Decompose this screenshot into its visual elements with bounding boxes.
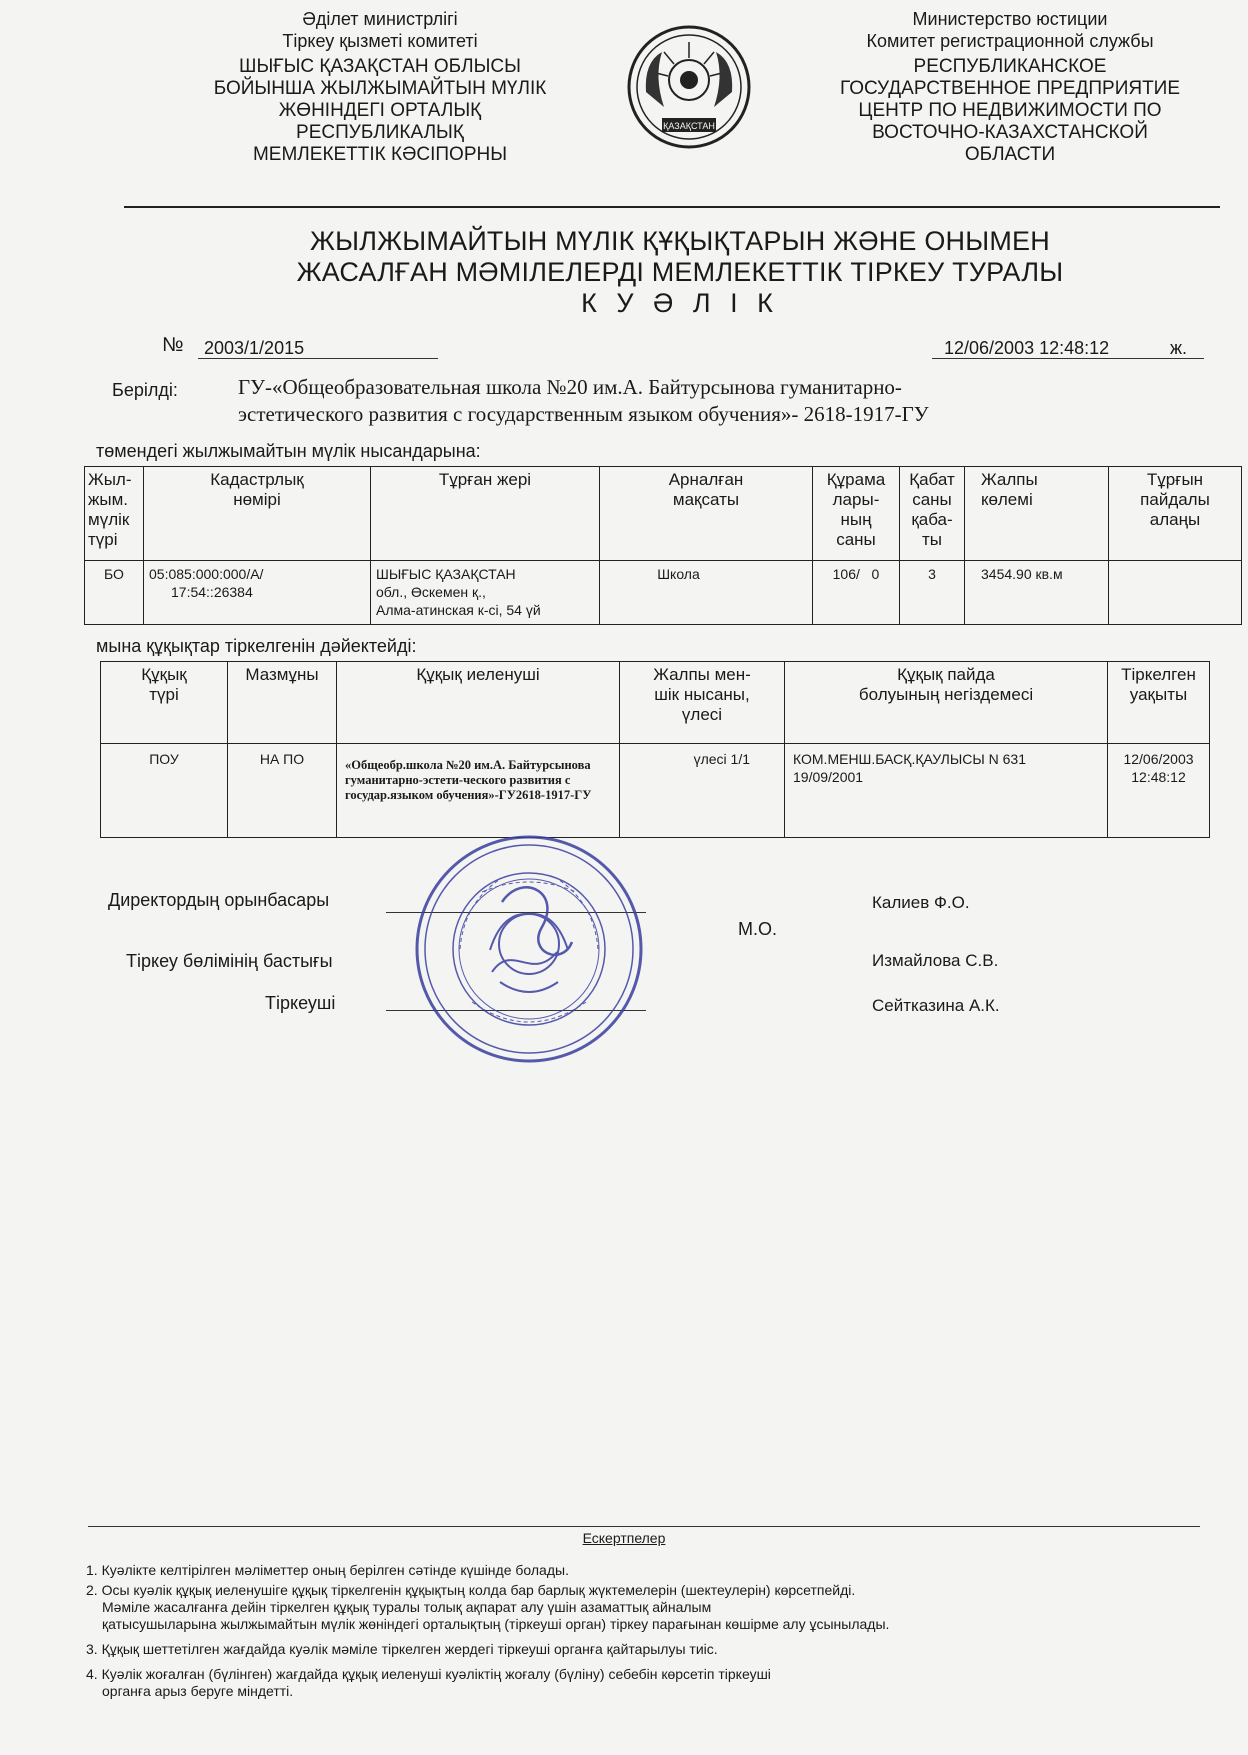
org-ru-3: ЦЕНТР ПО НЕДВИЖИМОСТИ ПО bbox=[858, 100, 1162, 121]
state-emblem bbox=[624, 22, 754, 152]
ministry-kz: Әділет министрлігі bbox=[302, 9, 458, 29]
note-4a: 4. Куәлік жоғалған (бүлінген) жағдайда құқық иеленуші куәліктің жоғалу (бүліну) себебін көрсетіп тіркеуші bbox=[86, 1666, 771, 1682]
issued-to-line-1: ГУ-«Общеобразовательная школа №20 им.А. Байтурсынова гуманитарно- bbox=[238, 375, 902, 399]
rights-row bbox=[101, 744, 1210, 838]
rights-table bbox=[100, 661, 1210, 838]
col-share: Жалпы мен- шік нысаны, үлесі bbox=[620, 662, 785, 744]
notes-divider bbox=[88, 1526, 1200, 1527]
notes-title: Ескертпелер bbox=[582, 1530, 666, 1546]
rights-caption: мына құқықтар тіркелгенін дәйектейді: bbox=[96, 636, 417, 656]
right-holder: «Общеобр.школа №20 им.А. Байтурсынова гуманитарно-эстети-ческого развития с государ.языком обучения»-ГУ2618-1917-ГУ bbox=[337, 744, 620, 838]
ministry-ru: Министерство юстиции bbox=[912, 9, 1108, 29]
cert-datetime: 12/06/2003 12:48:12 bbox=[944, 338, 1110, 358]
col-right-type: Құқық түрі bbox=[101, 662, 228, 744]
col-components: Құрама лары- ның саны bbox=[813, 467, 900, 561]
cert-number: 2003/1/2015 bbox=[204, 338, 305, 358]
col-total-area: Жалпы көлемі bbox=[965, 467, 1109, 561]
basis-line-2: 19/09/2001 bbox=[793, 769, 864, 785]
objects-header-row bbox=[85, 467, 1242, 561]
note-3: 3. Құқық шеттетілген жағдайда куәлік мәміле тіркелген жердегі тіркеуші органға қайтарылуы тиіс. bbox=[86, 1641, 718, 1657]
seal-place-label: М.О. bbox=[738, 919, 777, 939]
title-line-1: ЖЫЛЖЫМАЙТЫН МҮЛІК ҚҰҚЫҚТАРЫН ЖӘНЕ ОНЫМЕН bbox=[310, 226, 1050, 256]
notes-list bbox=[86, 1562, 1196, 1700]
header-right bbox=[810, 9, 1210, 166]
note-2c: қатысушыларына жылжымайтын мүлік жөніндегі орталықтың (тіркеуші орган) тіркеу парағынан көшірме алу ұсынылады. bbox=[102, 1616, 890, 1632]
object-components: 106/ 0 bbox=[813, 561, 900, 625]
org-ru-1: РЕСПУБЛИКАНСКОЕ bbox=[913, 56, 1107, 77]
col-purpose: Арналған мақсаты bbox=[600, 467, 813, 561]
org-ru-4: ВОСТОЧНО-КАЗАХСТАНСКОЙ bbox=[872, 122, 1148, 143]
deputy-name: Калиев Ф.О. bbox=[872, 893, 970, 912]
object-location bbox=[371, 561, 600, 625]
cadastral-number bbox=[144, 561, 371, 625]
right-basis bbox=[785, 744, 1108, 838]
col-floors: Қабат саны қаба- ты bbox=[900, 467, 965, 561]
col-content: Мазмұны bbox=[228, 662, 337, 744]
stamp-icon bbox=[412, 832, 646, 1066]
org-kz-1: ШЫҒЫС ҚАЗАҚСТАН ОБЛЫСЫ bbox=[239, 56, 521, 77]
object-floors: 3 bbox=[900, 561, 965, 625]
cadastral-part-1: 05:085:000:000/А/ bbox=[149, 566, 264, 582]
datetime-suffix: ж. bbox=[1170, 338, 1188, 358]
reg-date: 12/06/2003 bbox=[1123, 751, 1194, 767]
col-object-type: Жыл- жым. мүлік түрі bbox=[85, 467, 144, 561]
org-kz-5: МЕМЛЕКЕТТІК КӘСІПОРНЫ bbox=[252, 144, 508, 165]
org-ru-2: ГОСУДАРСТВЕННОЕ ПРЕДПРИЯТИЕ bbox=[839, 78, 1181, 99]
emblem-icon bbox=[624, 22, 754, 152]
basis-line-1: КОМ.МЕНШ.БАСҚ.ҚАУЛЫСЫ N 631 bbox=[793, 751, 1026, 767]
committee-kz: Тіркеу қызметі комитеті bbox=[282, 31, 478, 51]
location-line-3: Алма-атинская к-сі, 54 үй bbox=[376, 602, 541, 618]
col-cadastral: Кадастрлық нөмірі bbox=[144, 467, 371, 561]
title-line-2: ЖАСАЛҒАН МӘМІЛЕЛЕРДІ МЕМЛЕКЕТТІК ТІРКЕУ ТУРАЛЫ bbox=[296, 257, 1064, 287]
cadastral-part-2: 17:54::26384 bbox=[171, 584, 253, 600]
col-reg-time: Тіркелген уақыты bbox=[1108, 662, 1210, 744]
right-share: үлесі 1/1 bbox=[620, 744, 785, 838]
registrar-name: Сейтказина А.К. bbox=[872, 996, 1000, 1015]
col-basis: Құқық пайда болуының негіздемесі bbox=[785, 662, 1108, 744]
col-location: Тұрған жері bbox=[371, 467, 600, 561]
reg-time: 12:48:12 bbox=[1131, 769, 1186, 785]
col-living-area: Тұрғын пайдалы алаңы bbox=[1109, 467, 1242, 561]
org-ru-5: ОБЛАСТИ bbox=[964, 144, 1056, 165]
right-content: НА ПО bbox=[228, 744, 337, 838]
official-stamp bbox=[412, 832, 646, 1066]
col-holder: Құқық иеленуші bbox=[337, 662, 620, 744]
number-label: № bbox=[162, 334, 184, 356]
head-name: Измайлова С.В. bbox=[872, 951, 999, 970]
object-living-area bbox=[1109, 561, 1242, 625]
note-2b: Мәміле жасалғанға дейін тіркелген құқық туралы толық ақпарат алу үшін азаматтық айналым bbox=[102, 1599, 712, 1615]
object-purpose: Школа bbox=[600, 561, 813, 625]
note-1: 1. Куәлікте келтірілген мәліметтер оның берілген сәтінде күшінде болады. bbox=[86, 1562, 569, 1578]
note-2a: 2. Осы куәлік құқық иеленушіге құқық тіркелгенін құқықтың колда бар барлық жүктемелерін (шектеулерін) көрсетпейді. bbox=[86, 1582, 856, 1598]
issued-label: Берілді: bbox=[112, 380, 178, 400]
registrar-label: Тіркеуші bbox=[265, 993, 336, 1013]
org-kz-2: БОЙЫНША ЖЫЛЖЫМАЙТЫН МҮЛІК bbox=[213, 78, 547, 99]
registration-time bbox=[1108, 744, 1210, 838]
rights-header-row bbox=[101, 662, 1210, 744]
org-kz-3: ЖӨНІНДЕГІ ОРТАЛЫҚ bbox=[278, 100, 482, 121]
committee-ru: Комитет регистрационной службы bbox=[866, 31, 1154, 51]
objects-caption: төмендегі жылжымайтын мүлік нысандарына: bbox=[96, 441, 481, 461]
right-type: ПОУ bbox=[101, 744, 228, 838]
head-label: Тіркеу бөлімінің бастығы bbox=[126, 951, 333, 971]
location-line-2: обл., Өскемен қ., bbox=[376, 584, 486, 600]
org-kz-4: РЕСПУБЛИКАЛЫҚ bbox=[296, 122, 464, 143]
deputy-label: Директордың орынбасары bbox=[108, 890, 330, 910]
emblem-text: ҚАЗАҚСТАН bbox=[663, 121, 715, 131]
header-left bbox=[170, 9, 590, 166]
certificate-title bbox=[140, 226, 1220, 319]
issued-to-line-2: эстетического развития с государственным языком обучения»- 2618-1917-ГУ bbox=[238, 402, 929, 426]
note-4b: органға арыз беруге міндетті. bbox=[102, 1683, 294, 1699]
title-line-3: К У Ә Л І К bbox=[581, 288, 779, 318]
objects-row bbox=[85, 561, 1242, 625]
object-type: БО bbox=[85, 561, 144, 625]
objects-table bbox=[84, 466, 1242, 625]
issued-to bbox=[238, 374, 929, 428]
object-total-area: 3454.90 кв.м bbox=[965, 561, 1109, 625]
location-line-1: ШЫҒЫС ҚАЗАҚСТАН bbox=[376, 566, 516, 582]
header-divider bbox=[124, 206, 1220, 208]
number-underline bbox=[198, 358, 438, 359]
date-underline bbox=[932, 358, 1204, 359]
